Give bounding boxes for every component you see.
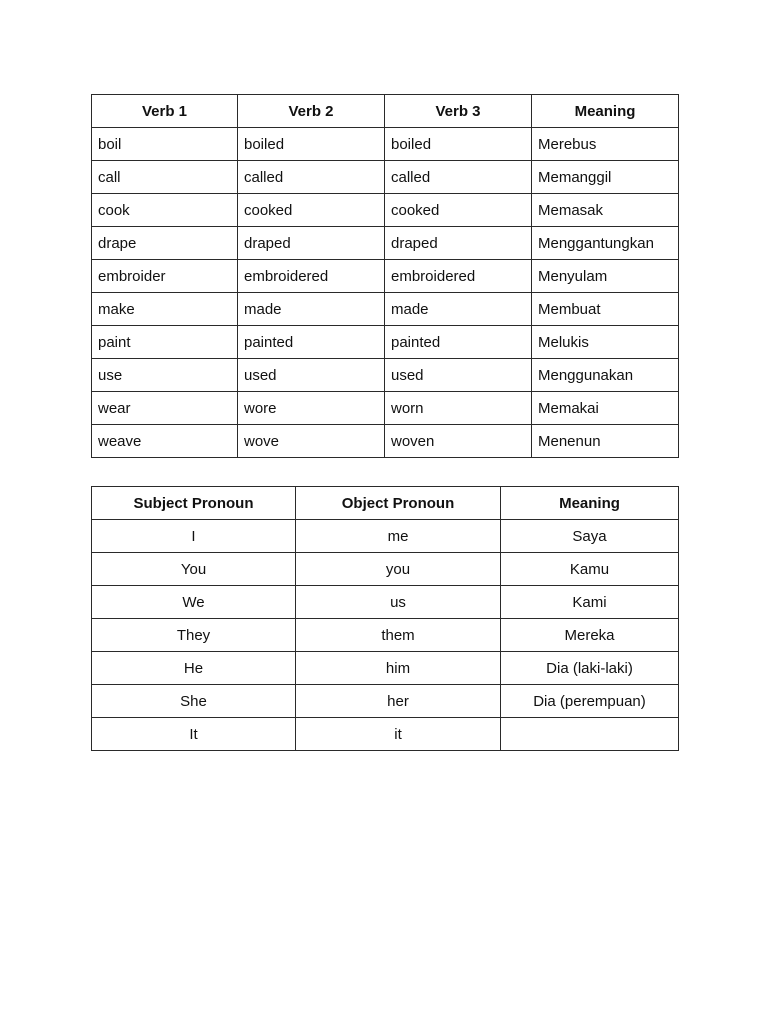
table-header-row (92, 95, 679, 128)
table-row (92, 161, 679, 194)
subject-pronoun-cell: You (92, 553, 296, 586)
verb-1-cell: call (92, 161, 238, 194)
meaning-cell: Mereka (501, 619, 679, 652)
table-row (92, 227, 679, 260)
meaning-cell: Membuat (532, 293, 679, 326)
verb-2-cell: painted (238, 326, 385, 359)
verb-2-cell: made (238, 293, 385, 326)
meaning-cell: Memakai (532, 392, 679, 425)
table-row (92, 293, 679, 326)
meaning-cell: Dia (perempuan) (501, 685, 679, 718)
meaning-cell: Kamu (501, 553, 679, 586)
meaning-cell: Menyulam (532, 260, 679, 293)
object-pronoun-cell: us (296, 586, 501, 619)
verb-3-cell: cooked (385, 194, 532, 227)
column-header-verb-1: Verb 1 (92, 95, 238, 128)
verb-3-cell: draped (385, 227, 532, 260)
verb-forms-table (91, 94, 679, 458)
pronoun-table (91, 486, 679, 751)
verb-2-cell: cooked (238, 194, 385, 227)
table-header-row (92, 487, 679, 520)
object-pronoun-cell: it (296, 718, 501, 751)
object-pronoun-cell: them (296, 619, 501, 652)
meaning-cell (501, 718, 679, 751)
object-pronoun-cell: you (296, 553, 501, 586)
verb-3-cell: embroidered (385, 260, 532, 293)
verb-2-cell: called (238, 161, 385, 194)
object-pronoun-cell: me (296, 520, 501, 553)
verb-3-cell: called (385, 161, 532, 194)
subject-pronoun-cell: We (92, 586, 296, 619)
table-row (92, 260, 679, 293)
verb-2-cell: draped (238, 227, 385, 260)
verb-1-cell: use (92, 359, 238, 392)
table-row (92, 619, 679, 652)
table-row (92, 718, 679, 751)
verb-1-cell: paint (92, 326, 238, 359)
table-row (92, 520, 679, 553)
table-row (92, 425, 679, 458)
table-row (92, 326, 679, 359)
table-row (92, 392, 679, 425)
table-row (92, 586, 679, 619)
subject-pronoun-cell: It (92, 718, 296, 751)
verb-3-cell: painted (385, 326, 532, 359)
column-header-verb-2: Verb 2 (238, 95, 385, 128)
meaning-cell: Merebus (532, 128, 679, 161)
meaning-cell: Memasak (532, 194, 679, 227)
verb-3-cell: woven (385, 425, 532, 458)
column-header-subject-pronoun: Subject Pronoun (92, 487, 296, 520)
column-header-meaning: Meaning (532, 95, 679, 128)
object-pronoun-cell: him (296, 652, 501, 685)
verb-2-cell: wove (238, 425, 385, 458)
meaning-cell: Melukis (532, 326, 679, 359)
verb-1-cell: wear (92, 392, 238, 425)
table-row (92, 359, 679, 392)
meaning-cell: Menggantungkan (532, 227, 679, 260)
table-row (92, 652, 679, 685)
subject-pronoun-cell: She (92, 685, 296, 718)
verb-3-cell: made (385, 293, 532, 326)
meaning-cell: Dia (laki-laki) (501, 652, 679, 685)
table-row (92, 194, 679, 227)
verb-3-cell: worn (385, 392, 532, 425)
meaning-cell: Menggunakan (532, 359, 679, 392)
verb-3-cell: boiled (385, 128, 532, 161)
meaning-cell: Memanggil (532, 161, 679, 194)
verb-1-cell: embroider (92, 260, 238, 293)
verb-1-cell: make (92, 293, 238, 326)
verb-1-cell: boil (92, 128, 238, 161)
verb-3-cell: used (385, 359, 532, 392)
table-row (92, 553, 679, 586)
subject-pronoun-cell: I (92, 520, 296, 553)
meaning-cell: Menenun (532, 425, 679, 458)
verb-1-cell: weave (92, 425, 238, 458)
verb-1-cell: cook (92, 194, 238, 227)
meaning-cell: Saya (501, 520, 679, 553)
table-row (92, 685, 679, 718)
column-header-verb-3: Verb 3 (385, 95, 532, 128)
verb-2-cell: boiled (238, 128, 385, 161)
column-header-meaning: Meaning (501, 487, 679, 520)
subject-pronoun-cell: They (92, 619, 296, 652)
table-row (92, 128, 679, 161)
subject-pronoun-cell: He (92, 652, 296, 685)
column-header-object-pronoun: Object Pronoun (296, 487, 501, 520)
verb-2-cell: used (238, 359, 385, 392)
object-pronoun-cell: her (296, 685, 501, 718)
verb-2-cell: embroidered (238, 260, 385, 293)
verb-2-cell: wore (238, 392, 385, 425)
meaning-cell: Kami (501, 586, 679, 619)
verb-1-cell: drape (92, 227, 238, 260)
